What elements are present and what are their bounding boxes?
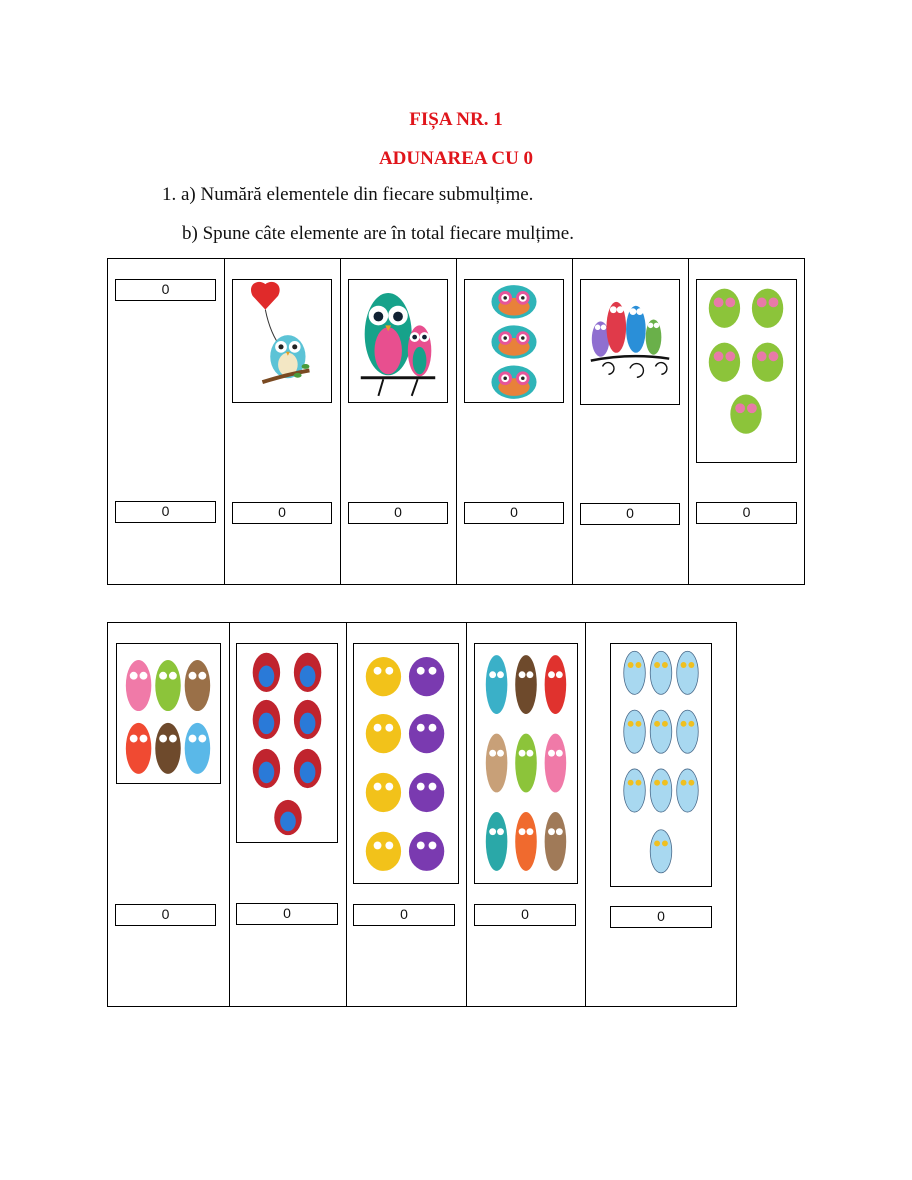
answer-box[interactable]: 0: [474, 904, 576, 926]
column-divider: [340, 259, 341, 584]
column-divider: [585, 623, 586, 1006]
answer-box[interactable]: 0: [353, 904, 455, 926]
worksheet-subtitle: ADUNAREA CU 0: [378, 148, 534, 169]
answer-box[interactable]: 0: [115, 501, 216, 523]
five-green-owls-icon: [697, 280, 796, 462]
column-divider: [346, 623, 347, 1006]
picture-frame: [474, 643, 578, 884]
answer-box[interactable]: 0: [232, 502, 332, 524]
answer-box[interactable]: 0: [580, 503, 680, 525]
answer-box[interactable]: 0: [348, 502, 448, 524]
answer-box[interactable]: 0: [696, 502, 797, 524]
seven-red-blue-owls-icon: [237, 644, 337, 842]
worksheet-title: FIȘA NR. 1: [409, 109, 503, 130]
picture-frame: [232, 279, 332, 403]
column-divider: [572, 259, 573, 584]
column-divider: [466, 623, 467, 1006]
instruction-b: b) Spune câte elemente are în total fiecare mulțime.: [182, 223, 574, 244]
picture-frame: [464, 279, 564, 403]
picture-frame: [348, 279, 448, 403]
answer-box[interactable]: 0: [464, 502, 564, 524]
picture-frame: [610, 643, 712, 887]
four-owls-on-branch-icon: [581, 280, 679, 404]
column-divider: [688, 259, 689, 584]
picture-frame: [580, 279, 680, 405]
three-owls-column-icon: [465, 280, 563, 402]
column-divider: [229, 623, 230, 1006]
six-colored-owls-icon: [117, 644, 220, 783]
picture-frame: [116, 643, 221, 784]
eight-yellow-purple-owls-icon: [354, 644, 458, 883]
picture-frame: [236, 643, 338, 843]
column-divider: [224, 259, 225, 584]
picture-frame: [696, 279, 797, 463]
nine-colored-owls-icon: [475, 644, 577, 883]
answer-box[interactable]: 0: [610, 906, 712, 928]
two-owls-on-branch-icon: [349, 280, 447, 402]
answer-box-top[interactable]: 0: [115, 279, 216, 301]
answer-box[interactable]: 0: [236, 903, 338, 925]
column-divider: [456, 259, 457, 584]
instruction-a: 1. a) Numără elementele din fiecare submulțime.: [162, 184, 534, 205]
ten-blue-owls-icon: [611, 644, 711, 886]
owl-with-heart-balloon-icon: [233, 280, 331, 402]
picture-frame: [353, 643, 459, 884]
answer-box[interactable]: 0: [115, 904, 216, 926]
